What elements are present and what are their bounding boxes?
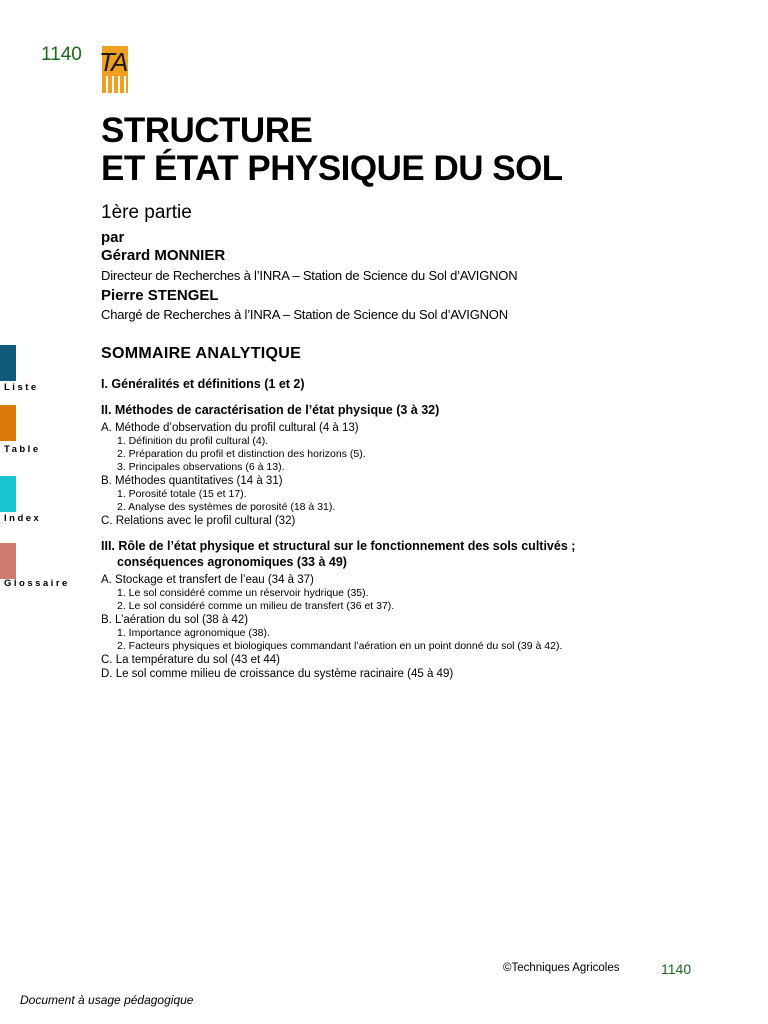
toc-item[interactable]: C. Relations avec le profil cultural (32)	[101, 515, 296, 527]
side-tab-table[interactable]	[0, 405, 16, 441]
toc-item[interactable]: C. La température du sol (43 et 44)	[101, 654, 280, 666]
document-title	[101, 112, 563, 188]
toc-section-3[interactable]	[101, 538, 701, 570]
table-of-contents	[101, 376, 701, 691]
side-tab-liste[interactable]	[0, 345, 16, 381]
author-affiliation-2: Chargé de Recherches à l’INRA – Station de Science du Sol d’AVIGNON	[101, 307, 508, 322]
side-tab-index[interactable]	[0, 476, 16, 512]
toc-section-3-items	[101, 573, 701, 681]
toc-subitem[interactable]: 1. Le sol considéré comme un réservoir hydrique (35).	[117, 587, 369, 599]
toc-subitem[interactable]: 1. Définition du profil cultural (4).	[117, 435, 269, 447]
toc-item[interactable]: A. Méthode d’observation du profil cultural (4 à 13)	[101, 422, 359, 434]
toc-item[interactable]: B. Méthodes quantitatives (14 à 31)	[101, 475, 283, 487]
by-label: par	[101, 229, 125, 246]
toc-item[interactable]: B. L’aération du sol (38 à 42)	[101, 614, 249, 626]
side-label-table[interactable]: Table	[4, 444, 41, 455]
toc-subitem[interactable]: 2. Facteurs physiques et biologiques commandant l’aération en un point donné du sol (39 à 42).	[117, 640, 563, 652]
side-label-liste[interactable]: Liste	[4, 382, 39, 393]
author-name-2: Pierre STENGEL	[101, 287, 219, 304]
toc-section-2[interactable]: II. Méthodes de caractérisation de l’état physique (3 à 32)	[101, 403, 440, 417]
toc-section-1[interactable]: I. Généralités et définitions (1 et 2)	[101, 377, 305, 391]
toc-section-3-line-1: III. Rôle de l’état physique et structural sur le fonctionnement des sols cultivés ;	[101, 539, 576, 553]
toc-subitem[interactable]: 2. Le sol considéré comme un milieu de transfert (36 et 37).	[117, 600, 395, 612]
subtitle: 1ère partie	[101, 202, 192, 223]
toc-item[interactable]: D. Le sol comme milieu de croissance du système racinaire (45 à 49)	[101, 668, 454, 680]
author-name-1: Gérard MONNIER	[101, 247, 226, 264]
title-line-1: STRUCTURE	[101, 111, 313, 150]
toc-section-3-line-2: conséquences agronomiques (33 à 49)	[117, 555, 347, 569]
page-number-top: 1140	[41, 44, 82, 65]
toc-subitem[interactable]: 1. Importance agronomique (38).	[117, 627, 270, 639]
page-number-bottom: 1140	[661, 961, 692, 977]
author-affiliation-1: Directeur de Recherches à l’INRA – Station de Science du Sol d’AVIGNON	[101, 268, 518, 283]
title-line-2: ET ÉTAT PHYSIQUE DU SOL	[101, 149, 563, 188]
footer-note: Document à usage pédagogique	[20, 993, 194, 1007]
ta-logo	[100, 46, 130, 94]
toc-section-2-items	[101, 421, 701, 528]
logo-text: TA	[99, 47, 127, 77]
side-label-glossaire[interactable]: Glossaire	[4, 578, 70, 589]
copyright-text: ©Techniques Agricoles	[503, 962, 620, 974]
side-label-index[interactable]: Index	[4, 513, 42, 524]
side-tab-glossaire[interactable]	[0, 543, 16, 579]
toc-subitem[interactable]: 2. Préparation du profil et distinction des horizons (5).	[117, 448, 366, 460]
toc-subitem[interactable]: 2. Analyse des systèmes de porosité (18 à 31).	[117, 501, 336, 513]
toc-subitem[interactable]: 1. Porosité totale (15 et 17).	[117, 488, 247, 500]
toc-item[interactable]: A. Stockage et transfert de l’eau (34 à 37)	[101, 574, 314, 586]
summary-heading: SOMMAIRE ANALYTIQUE	[101, 345, 302, 362]
toc-subitem[interactable]: 3. Principales observations (6 à 13).	[117, 461, 285, 473]
